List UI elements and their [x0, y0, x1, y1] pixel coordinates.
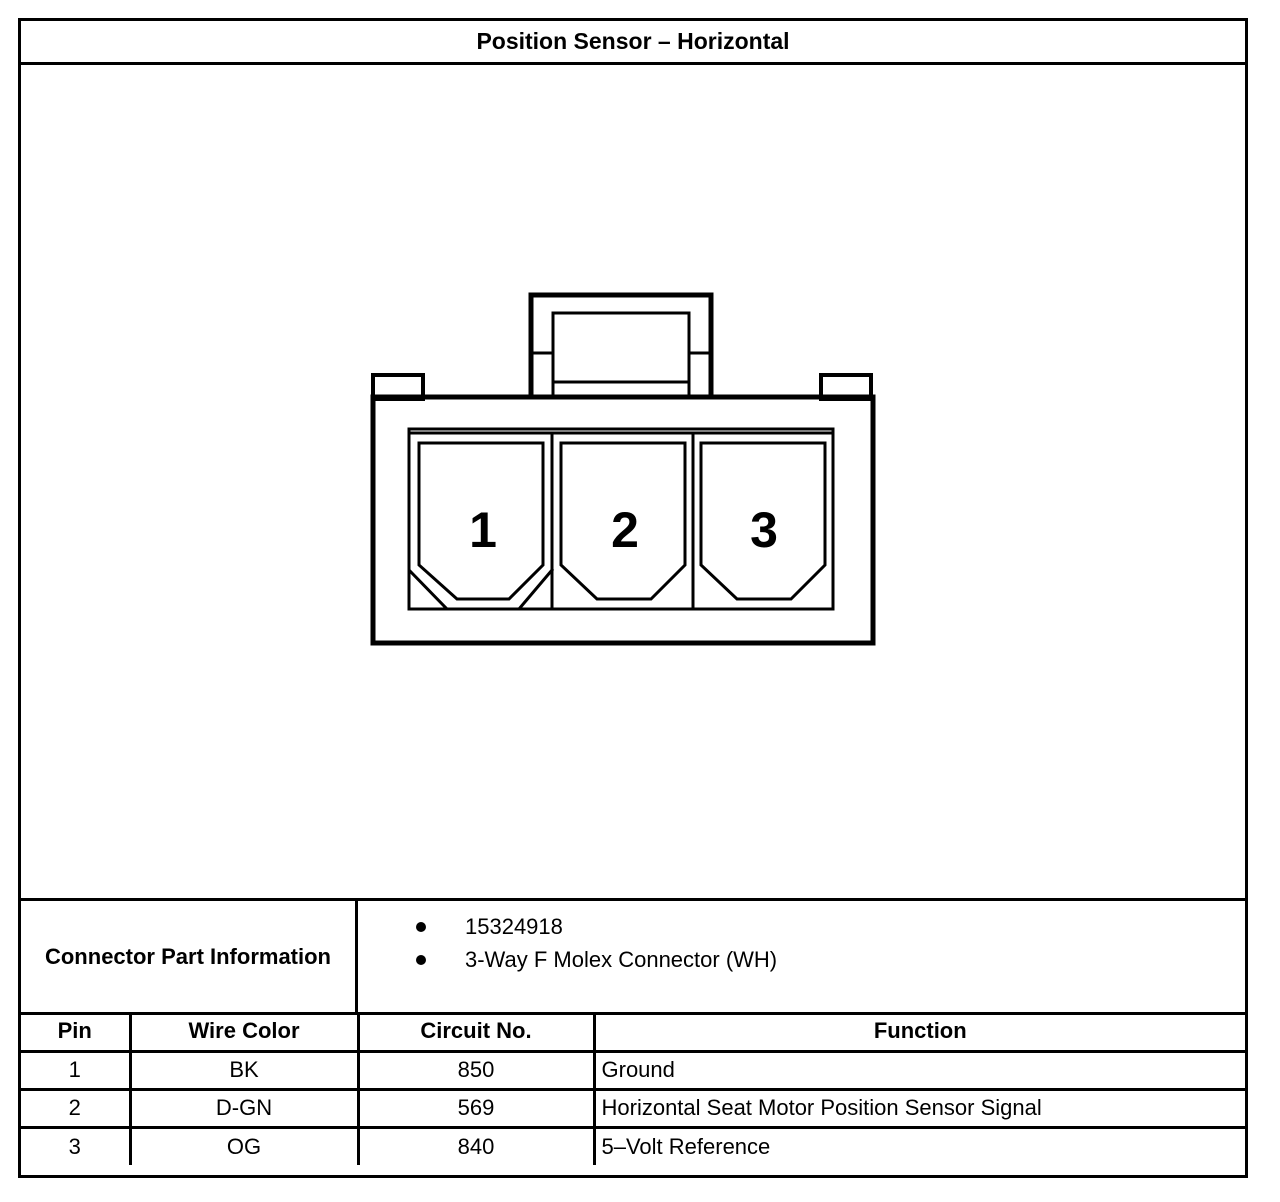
pin-table-header	[21, 1013, 1245, 1051]
part-number: 15324918	[465, 914, 563, 939]
part-info-list	[358, 901, 1245, 1012]
cell-circuit: 569	[358, 1089, 594, 1127]
connector-sheet	[18, 18, 1248, 1178]
cavity-1-label: 1	[469, 502, 497, 558]
connector-part-information	[21, 898, 1245, 1015]
cell-function: Horizontal Seat Motor Position Sensor Signal	[594, 1089, 1245, 1127]
cavity-3-label: 3	[750, 502, 778, 558]
header-pin: Pin	[21, 1013, 130, 1051]
header-wire-color: Wire Color	[130, 1013, 358, 1051]
cell-function: 5–Volt Reference	[601, 1133, 771, 1159]
bullet-icon	[416, 955, 426, 965]
cell-wire-color: BK	[130, 1051, 358, 1089]
cell-wire-color: D-GN	[130, 1089, 358, 1127]
connector-face-svg	[21, 65, 1245, 899]
pin-table	[21, 1013, 1245, 1165]
page-title: Position Sensor – Horizontal	[21, 21, 1245, 65]
cell-pin: 1	[21, 1051, 130, 1089]
header-function: Function	[594, 1013, 1245, 1051]
cell-function: Ground	[594, 1051, 1245, 1089]
cell-circuit: 840	[358, 1127, 594, 1165]
header-circuit-no: Circuit No.	[358, 1013, 594, 1051]
bullet-icon	[416, 922, 426, 932]
table-row	[21, 1089, 1245, 1127]
locking-tab	[531, 295, 711, 397]
connector-face-drawing	[21, 65, 1245, 899]
cell-wire-color: OG	[130, 1127, 358, 1165]
cell-pin: 2	[21, 1089, 130, 1127]
table-row	[21, 1051, 1245, 1089]
cell-circuit: 850	[358, 1051, 594, 1089]
connector-description: 3-Way F Molex Connector (WH)	[465, 947, 778, 972]
part-info-label: Connector Part Information	[21, 901, 358, 1012]
cavity-2-label: 2	[611, 502, 639, 558]
table-row	[21, 1127, 1245, 1165]
cell-pin: 3	[21, 1127, 130, 1165]
